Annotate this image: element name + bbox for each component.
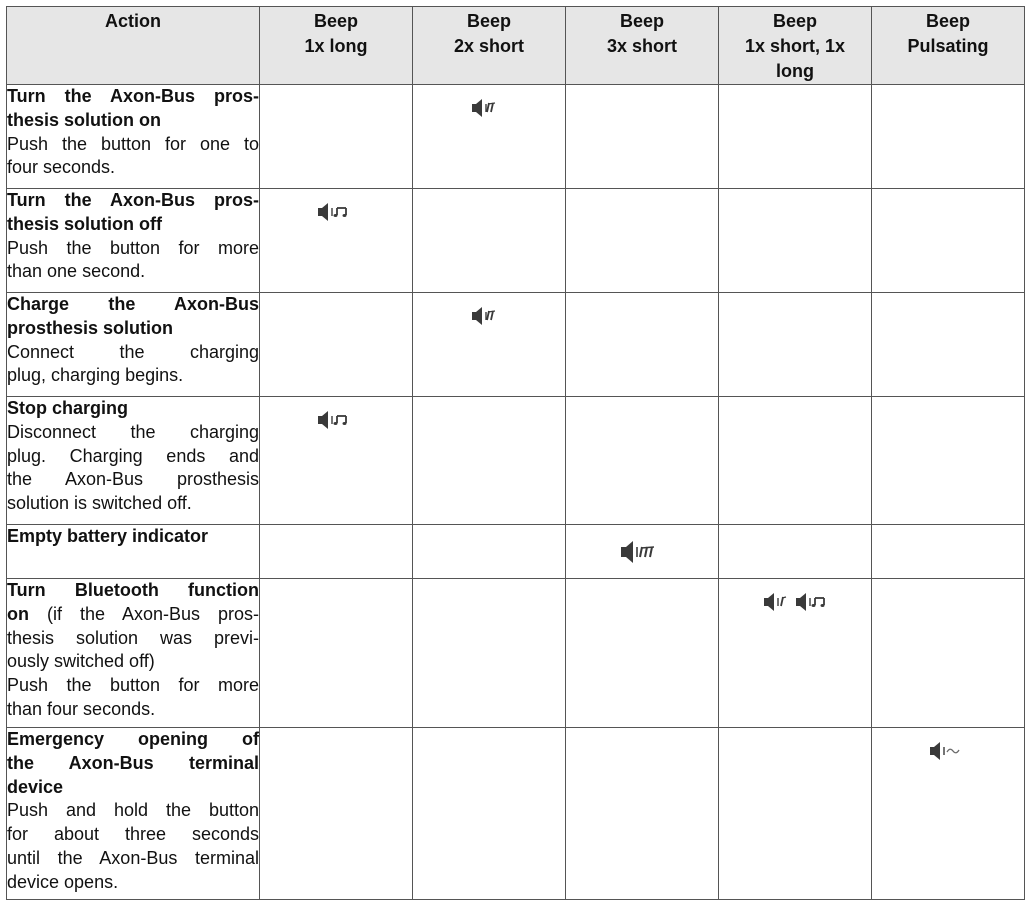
action-title: Charge the Axon-Bus [7, 294, 259, 314]
cell-2x-short [413, 397, 566, 525]
action-title: the Axon-Bus terminal [7, 752, 259, 773]
cell-pulsating [872, 525, 1025, 579]
action-description: Connect the charging [7, 341, 259, 362]
action-cell [7, 525, 260, 579]
cell-pulsating [872, 293, 1025, 397]
action-cell [7, 85, 260, 189]
action-description: for about three seconds [7, 824, 259, 845]
table-row [7, 728, 1025, 900]
cell-short-long [719, 525, 872, 579]
cell-2x-short [413, 293, 566, 397]
cell-pulsating [872, 728, 1025, 900]
cell-short-long [719, 293, 872, 397]
cell-3x-short [566, 85, 719, 189]
action-note: (if the Axon-Bus pros- [29, 603, 259, 624]
header-beep-short-long [719, 7, 872, 85]
cell-2x-short [413, 579, 566, 728]
speaker-short-long-icon [763, 591, 829, 613]
cell-2x-short [413, 525, 566, 579]
action-title: thesis solution on [7, 109, 162, 130]
header-line: Beep [619, 11, 664, 31]
cell-2x-short [413, 728, 566, 900]
cell-short-long [719, 85, 872, 189]
header-line: 2x short [453, 36, 525, 56]
cell-2x-short [413, 189, 566, 293]
header-line: 1x short, 1x [744, 36, 846, 56]
table-row [7, 293, 1025, 397]
action-title: device [7, 776, 64, 797]
speaker-two-short-icon [471, 305, 503, 327]
action-description: Push the button for more [7, 237, 259, 258]
action-description: plug. Charging ends and [7, 445, 259, 466]
speaker-two-short-icon [471, 97, 503, 119]
table-row [7, 525, 1025, 579]
cell-3x-short [566, 525, 719, 579]
header-line: Beep [772, 11, 817, 31]
cell-pulsating [872, 189, 1025, 293]
cell-short-long [719, 189, 872, 293]
action-title: Stop charging [7, 398, 128, 418]
cell-3x-short [566, 579, 719, 728]
speaker-one-long-icon [317, 201, 351, 223]
action-description: the Axon-Bus prosthesis [7, 469, 259, 490]
header-line: Beep [466, 11, 511, 31]
action-title: thesis solution off [7, 213, 162, 234]
cell-1x-long [260, 189, 413, 293]
cell-1x-long [260, 397, 413, 525]
cell-3x-short [566, 189, 719, 293]
cell-1x-long [260, 525, 413, 579]
header-line: Pulsating [907, 36, 989, 56]
action-description: Push and hold the button [7, 800, 259, 821]
header-line: 3x short [606, 36, 678, 56]
cell-1x-long [260, 579, 413, 728]
action-title: Turn the Axon-Bus pros- [7, 190, 259, 210]
action-description: Push the button for one to [7, 133, 259, 154]
table-row [7, 579, 1025, 728]
cell-1x-long [260, 728, 413, 900]
action-title: on [7, 603, 29, 624]
speaker-one-long-icon [317, 409, 351, 431]
beep-signal-table [6, 6, 1025, 900]
cell-short-long [719, 728, 872, 900]
cell-3x-short [566, 728, 719, 900]
cell-1x-long [260, 85, 413, 189]
header-beep-2x-short [413, 7, 566, 85]
action-title: Emergency opening of [7, 729, 259, 749]
action-cell [7, 579, 260, 728]
cell-2x-short [413, 85, 566, 189]
cell-short-long [719, 397, 872, 525]
speaker-pulsating-icon [929, 740, 963, 762]
table-header-row [7, 7, 1025, 85]
action-description: four seconds. [7, 157, 116, 178]
action-description: plug, charging begins. [7, 365, 184, 386]
action-title: Turn the Axon-Bus pros- [7, 86, 259, 106]
action-description: thesis solution was previ- [7, 627, 259, 648]
action-description: until the Axon-Bus terminal [7, 847, 259, 868]
action-description: Push the button for more [7, 675, 259, 696]
table-row [7, 85, 1025, 189]
action-description: ously switched off) [7, 651, 155, 672]
action-title: Empty battery indicator [7, 526, 209, 546]
header-line: Beep [925, 11, 970, 31]
action-title: Turn Bluetooth function [7, 580, 259, 600]
header-beep-1x-long [260, 7, 413, 85]
header-beep-3x-short [566, 7, 719, 85]
action-title-line [7, 603, 259, 627]
action-cell [7, 397, 260, 525]
header-line: Action [105, 11, 161, 31]
action-description: than four seconds. [7, 698, 156, 719]
action-title: prosthesis solution [7, 317, 174, 338]
header-line: long [776, 61, 814, 81]
header-action [7, 7, 260, 85]
action-cell [7, 293, 260, 397]
action-description: device opens. [7, 871, 119, 892]
cell-pulsating [872, 579, 1025, 728]
header-beep-pulsating [872, 7, 1025, 85]
action-cell [7, 728, 260, 900]
action-cell [7, 189, 260, 293]
cell-pulsating [872, 85, 1025, 189]
action-description: than one second. [7, 261, 146, 282]
action-description: solution is switched off. [7, 493, 192, 514]
cell-3x-short [566, 397, 719, 525]
speaker-three-short-icon [620, 539, 662, 565]
table-row [7, 189, 1025, 293]
cell-short-long [719, 579, 872, 728]
table-row [7, 397, 1025, 525]
header-line: Beep [313, 11, 358, 31]
header-line: 1x long [304, 36, 368, 56]
action-description: Disconnect the charging [7, 421, 259, 442]
cell-3x-short [566, 293, 719, 397]
cell-pulsating [872, 397, 1025, 525]
cell-1x-long [260, 293, 413, 397]
